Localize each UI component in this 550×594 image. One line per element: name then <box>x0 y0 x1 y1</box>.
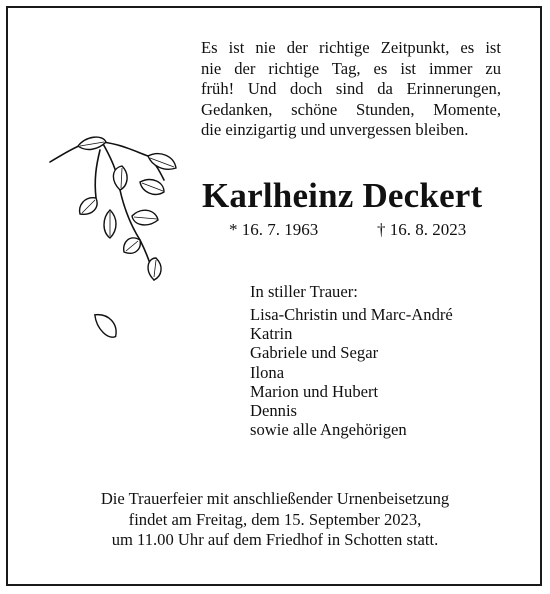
ceremony-notice <box>0 489 550 551</box>
quote-line: die einzigartig und unvergessen bleiben. <box>201 120 469 139</box>
mourner-name: Ilona <box>250 362 285 382</box>
ceremony-line: Die Trauerfeier mit anschließender Urnenbeisetzung <box>100 489 450 508</box>
death-date: † 16. 8. 2023 <box>377 220 467 239</box>
mourner-name: Marion und Hubert <box>250 381 379 401</box>
ceremony-line: findet am Freitag, dem 15. September 2023, <box>128 509 422 529</box>
mourner-name: sowie alle Angehörigen <box>250 420 407 440</box>
mourners-list <box>250 305 453 439</box>
birth-date: * 16. 7. 1963 <box>229 220 319 239</box>
quote-line: früh! Und doch sind da Erinnerungen, <box>201 79 501 98</box>
mourner-name: Katrin <box>250 324 293 344</box>
mourner-name: Gabriele und Segar <box>250 343 379 363</box>
birch-branch-icon <box>40 120 190 360</box>
memorial-quote <box>201 38 501 141</box>
ceremony-line: um 11.00 Uhr auf dem Friedhof in Schotten statt. <box>111 530 439 550</box>
quote-line: nie der richtige Tag, es ist immer zu <box>201 58 501 78</box>
mourning-heading: In stiller Trauer: <box>250 282 358 301</box>
mourner-name: Dennis <box>250 401 298 421</box>
quote-line: Gedanken, schöne Stunden, Momente, <box>201 99 501 119</box>
deceased-name: Karlheinz Deckert <box>202 176 483 215</box>
quote-line: Es ist nie der richtige Zeitpunkt, es ist <box>201 38 501 57</box>
mourner-name: Lisa-Christin und Marc-André <box>250 305 453 324</box>
